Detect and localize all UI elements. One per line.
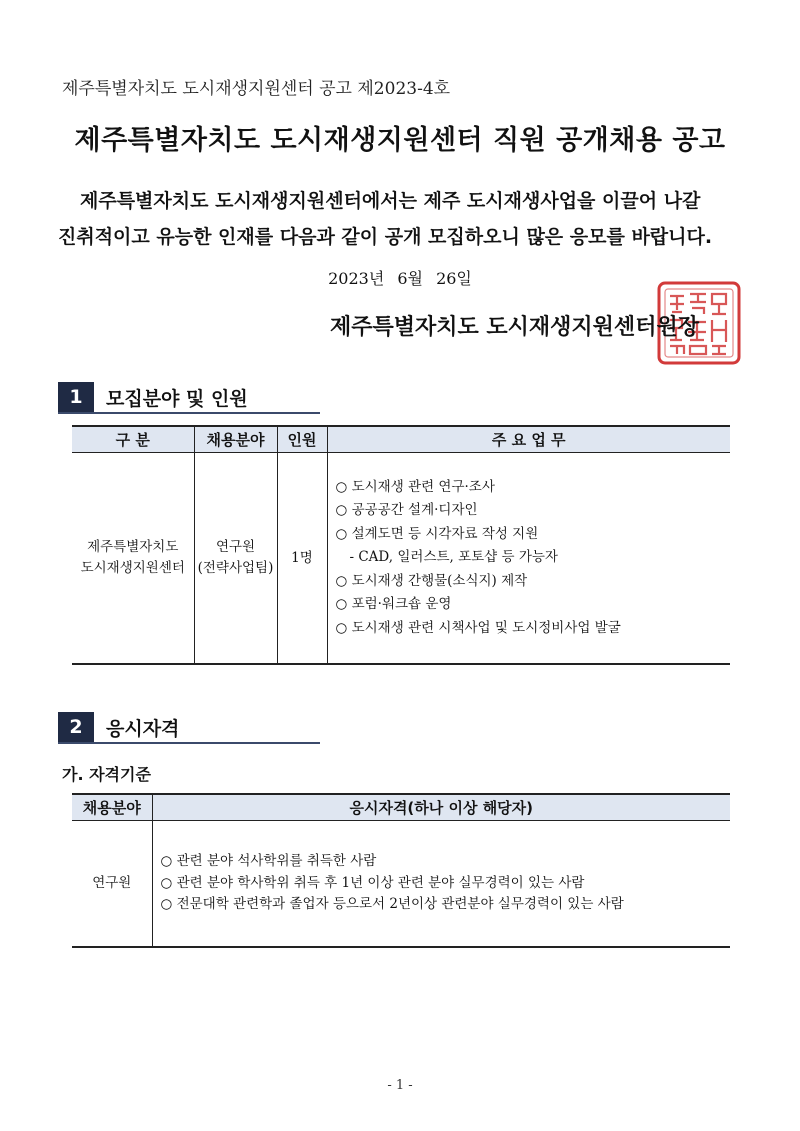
notice-date: 2023년 6월 26일 [328, 269, 472, 288]
duty-item: ○ 도시재생 관련 시책사업 및 도시정비사업 발굴 [335, 619, 621, 636]
section-1-title: 모집분야 및 인원 [106, 388, 248, 410]
col-header-duties: 주 요 업 무 [327, 426, 730, 453]
issuer-name: 제주특별자치도 도시재생지원센터원장 [330, 315, 699, 340]
col-header-division: 구 분 [72, 426, 194, 453]
col-header-field: 채용분야 [194, 426, 277, 453]
duty-item: ○ 설계도면 등 시각자료 작성 지원 [335, 525, 539, 542]
intro-line-1: 제주특별자치도 도시재생지원센터에서는 제주 도시재생사업을 이끌어 나갈 [80, 190, 701, 212]
division-line-1: 제주특별자치도 [87, 539, 179, 555]
col-header-field: 채용분야 [72, 794, 152, 821]
headcount-cell: 1명 [277, 453, 327, 665]
section-1-number: 1 [58, 382, 94, 412]
qualification-item: ○ 관련 분야 석사학위를 취득한 사람 [160, 853, 377, 870]
intro-paragraph [58, 183, 748, 255]
qualification-table [72, 793, 730, 948]
notice-number: 제주특별자치도 도시재생지원센터 공고 제2023-4호 [62, 79, 451, 99]
subsection-title: 가. 자격기준 [62, 765, 151, 784]
section-2-number: 2 [58, 712, 94, 742]
qualification-item: ○ 전문대학 관련학과 졸업자 등으로서 2년이상 관련분야 실무경력이 있는 사람 [160, 896, 624, 913]
field-cell: 연구원 [72, 821, 152, 948]
duty-item: ○ 공공공간 설계·디자인 [335, 502, 478, 519]
table-row [72, 453, 730, 665]
division-line-2: 도시재생지원센터 [80, 560, 185, 576]
recruitment-table [72, 425, 730, 665]
page-number: - 1 - [387, 1078, 413, 1093]
section-1-heading [58, 382, 320, 414]
duty-item: ○ 도시재생 관련 연구·조사 [335, 478, 495, 495]
duty-item: ○ 도시재생 간행물(소식지) 제작 [335, 572, 528, 589]
qualification-cell [152, 821, 730, 948]
division-cell [72, 453, 194, 665]
section-2-title: 응시자격 [106, 718, 180, 740]
qualification-item: ○ 관련 분야 학사학위 취득 후 1년 이상 관련 분야 실무경력이 있는 사람 [160, 874, 585, 891]
field-line-1: 연구원 [215, 539, 256, 555]
intro-line-2: 진취적이고 유능한 인재를 다음과 같이 공개 모집하오니 많은 응모를 바랍니다. [58, 226, 713, 248]
field-cell [194, 453, 277, 665]
table-row [72, 821, 730, 948]
document-title: 제주특별자치도 도시재생지원센터 직원 공개채용 공고 [74, 125, 726, 156]
col-header-qualification: 응시자격(하나 이상 해당자) [152, 794, 730, 821]
duty-sub-item: - CAD, 일러스트, 포토샵 등 가능자 [349, 549, 558, 566]
section-2-heading [58, 712, 320, 744]
field-line-2: (전략사업팀) [197, 560, 274, 576]
duty-item: ○ 포럼·워크숍 운영 [335, 596, 452, 613]
duties-cell [327, 453, 730, 665]
col-header-headcount: 인원 [277, 426, 327, 453]
